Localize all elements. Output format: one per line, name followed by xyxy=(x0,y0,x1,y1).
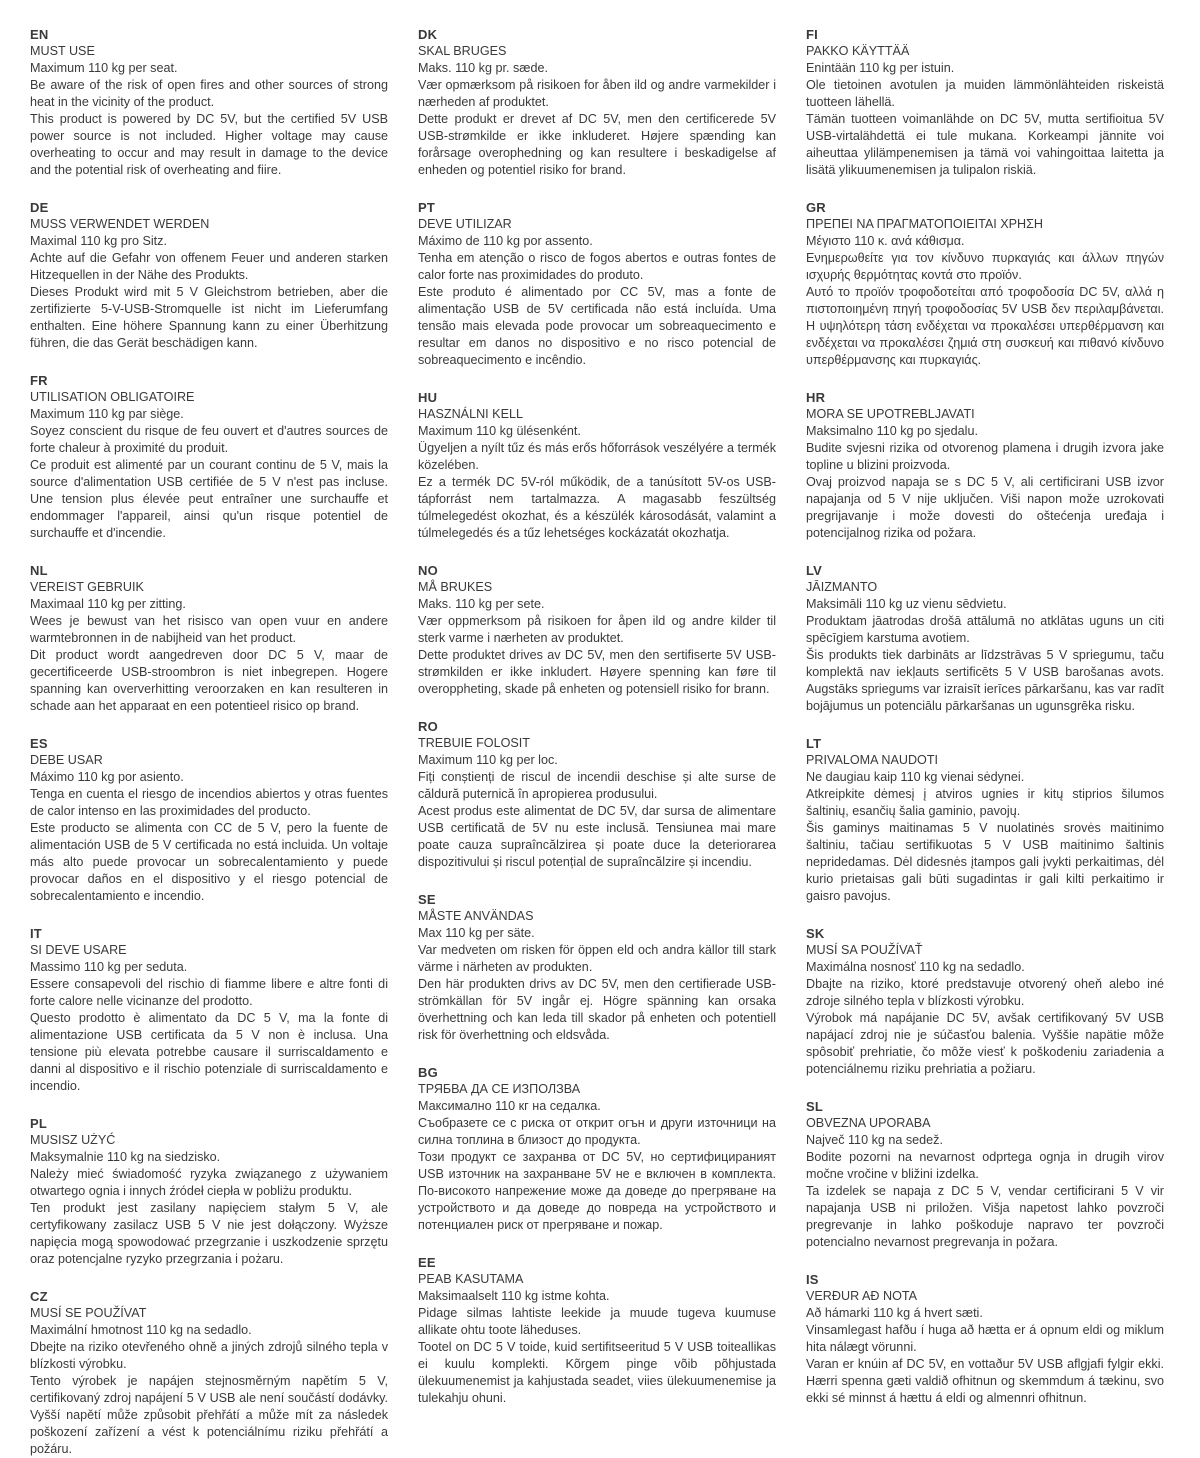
paragraph: Be aware of the risk of open fires and other sources of strong heat in the vicinity of the product. xyxy=(30,78,388,109)
block-paragraphs xyxy=(418,423,776,542)
block-paragraphs xyxy=(418,596,776,698)
language-code: PL xyxy=(30,1116,48,1131)
language-block xyxy=(30,1288,388,1458)
paragraph: Μέγιστο 110 κ. ανά κάθισμα. xyxy=(806,234,965,248)
paragraph: Ügyeljen a nyílt tűz és más erős hőforrások veszélyére a termék közelében. xyxy=(418,441,776,472)
language-block xyxy=(30,1115,388,1268)
paragraph: Budite svjesni rizika od otvorenog plamena i drugih izvora jake topline u blizini proizvoda. xyxy=(806,441,1164,472)
paragraph: Tämän tuotteen voimanlähde on DC 5V, mutta sertifioitua 5V USB-virtalähdettä ei tule mukana. Korkeampi jännite voi aiheuttaa ylilämpenemisen ja tämä voi vahingoittaa laitetta ja lisätä ylikuumenemisen ja tulipalon riskiä. xyxy=(806,112,1164,177)
paragraph: Pidage silmas lahtiste leekide ja muude tugeva kuumuse allikate ohtu toote läheduses. xyxy=(418,1306,776,1337)
block-paragraphs xyxy=(806,596,1164,715)
block-title: MUSS VERWENDET WERDEN xyxy=(30,217,210,231)
paragraph: Dieses Produkt wird mit 5 V Gleichstrom betrieben, aber die zertifizierte 5-V-USB-Stromquelle ist nicht im Lieferumfang enthalten. Eine höhere Spannung kann zu einer Überhitzung führen, die das Gerät beschädigen kann. xyxy=(30,285,388,350)
block-paragraphs xyxy=(30,769,388,905)
block-title: TREBUIE FOLOSIT xyxy=(418,736,530,750)
language-code: SE xyxy=(418,892,436,907)
paragraph: Maximum 110 kg ülésenként. xyxy=(418,424,581,438)
paragraph: Fiți conștienți de riscul de incendii deschise și alte surse de căldură puternică în apropierea produsului. xyxy=(418,770,776,801)
column-1 xyxy=(30,26,388,1456)
language-block xyxy=(418,1254,776,1407)
paragraph: Največ 110 kg na sedež. xyxy=(806,1133,943,1147)
paragraph: Acest produs este alimentat de DC 5V, dar sursa de alimentare USB certificată de 5V nu este inclusă. Tensiunea mai mare poate cauza supraîncălzirea și poate duce la deteriorarea dispozitivului și riscul potențial de supraîncălzire și incendiu. xyxy=(418,804,776,869)
block-paragraphs xyxy=(30,1322,388,1458)
block-title: DEVE UTILIZAR xyxy=(418,217,512,231)
language-block xyxy=(806,735,1164,905)
language-code: DE xyxy=(30,200,49,215)
language-block xyxy=(806,1098,1164,1251)
language-block xyxy=(30,562,388,715)
paragraph: Var medveten om risken för öppen eld och andra källor till stark värme i närheten av produkten. xyxy=(418,943,776,974)
paragraph: Atkreipkite dėmesį į atviros ugnies ir kitų stiprios šilumos šaltinių, esančių šalia gaminio, pavojų. xyxy=(806,787,1164,818)
block-paragraphs xyxy=(30,959,388,1095)
paragraph: Produktam jāatrodas drošā attālumā no atklātas uguns un citi spēcīgiem karstuma avotiem. xyxy=(806,614,1164,645)
language-block xyxy=(30,372,388,542)
paragraph: Maximum 110 kg per seat. xyxy=(30,61,178,75)
block-title: MUSÍ SA POUŽÍVAŤ xyxy=(806,943,923,957)
paragraph: Ta izdelek se napaja z DC 5 V, vendar certificirani 5 V vir napajanja USB ni priložen. Višja napetost lahko povzroči pregrevanje in lahko poškoduje napravo ter povzroči potencialno nevarnost pregrevanja in požara. xyxy=(806,1184,1164,1249)
language-block xyxy=(806,562,1164,715)
block-paragraphs xyxy=(30,60,388,179)
paragraph: Šis produkts tiek darbināts ar līdzstrāvas 5 V spriegumu, taču komplektā nav iekļauts sertificēts 5 V USB barošanas avots. Augstāks spriegums var izraisīt ierīces pārkaršanu, kas var radīt bojājumus un potenciālu pārkaršanas un ugunsgrēka risku. xyxy=(806,648,1164,713)
language-code: SK xyxy=(806,926,825,941)
paragraph: Ne daugiau kaip 110 kg vienai sėdynei. xyxy=(806,770,1025,784)
paragraph: Šis gaminys maitinamas 5 V nuolatinės srovės maitinimo šaltiniu, tačiau sertifikuotas 5 V USB maitinimo šaltinis nepridedamas. Dėl didesnės įtampos gali įvykti perkaitimas, dėl kurio prietaisas gali būti sugadintas ir gali kilti perkaitimo ir gaisro pavojus. xyxy=(806,821,1164,903)
block-title: ΠΡΕΠΕΙ ΝΑ ΠΡΑΓΜΑΤΟΠΟΙΕΙΤΑΙ ΧΡΗΣΗ xyxy=(806,217,1044,231)
block-paragraphs xyxy=(806,233,1164,369)
language-code: EN xyxy=(30,27,49,42)
paragraph: Maximum 110 kg per loc. xyxy=(418,753,558,767)
block-title: OBVEZNA UPORABA xyxy=(806,1116,931,1130)
language-code: IT xyxy=(30,926,42,941)
paragraph: Maximum 110 kg par siège. xyxy=(30,407,184,421)
language-code: ES xyxy=(30,736,48,751)
paragraph: Vær oppmerksom på risikoen for åpen ild og andre kilder til sterk varme i nærheten av produktet. xyxy=(418,614,776,645)
block-title: PRIVALOMA NAUDOTI xyxy=(806,753,939,767)
paragraph: Questo prodotto è alimentato da DC 5 V, ma la fonte di alimentazione USB certificata da 5 V non è inclusa. Una tensione più elevata potrebbe causare il surriscaldamento e danni al dispositivo e il rischio potenziale di surriscaldamento e incendio. xyxy=(30,1011,388,1093)
paragraph: Wees je bewust van het risisco van open vuur en andere warmtebronnen in de nabijheid van het product. xyxy=(30,614,388,645)
block-title: UTILISATION OBLIGATOIRE xyxy=(30,390,195,404)
paragraph: Að hámarki 110 kg á hvert sæti. xyxy=(806,1306,983,1320)
language-code: RO xyxy=(418,719,438,734)
paragraph: Essere consapevoli del rischio di fiamme libere e altre fonti di forte calore nelle vicinanze del prodotto. xyxy=(30,977,388,1008)
language-code: CZ xyxy=(30,1289,48,1304)
paragraph: Maksymalnie 110 kg na siedzisko. xyxy=(30,1150,221,1164)
block-title: MUST USE xyxy=(30,44,95,58)
paragraph: Maks. 110 kg pr. sæde. xyxy=(418,61,548,75)
block-paragraphs xyxy=(806,60,1164,179)
paragraph: Dbajte na riziko, ktoré predstavuje otvorený oheň alebo iné zdroje silného tepla v blízkosti výrobku. xyxy=(806,977,1164,1008)
paragraph: Dbejte na riziko otevřeného ohně a jiných zdrojů silného tepla v blízkosti výrobku. xyxy=(30,1340,388,1371)
block-paragraphs xyxy=(418,1288,776,1407)
language-code: LT xyxy=(806,736,822,751)
paragraph: Bodite pozorni na nevarnost odprtega ognja in drugih virov močne vročine v bližini izdelka. xyxy=(806,1150,1164,1181)
block-title: SKAL BRUGES xyxy=(418,44,507,58)
paragraph: Maximal 110 kg pro Sitz. xyxy=(30,234,167,248)
block-paragraphs xyxy=(806,423,1164,542)
block-paragraphs xyxy=(418,1098,776,1234)
language-block xyxy=(806,26,1164,179)
language-block xyxy=(806,925,1164,1078)
paragraph: Este produto é alimentado por CC 5V, mas a fonte de alimentação USB de 5V certificada não está incluída. Uma tensão mais elevada pode provocar um sobreaquecimento e resultar em danos no dispositivo e no risco potencial de sobreaquecimento e incêndio. xyxy=(418,285,776,367)
block-title: MUSISZ UŻYĆ xyxy=(30,1133,116,1147)
language-block xyxy=(30,199,388,352)
paragraph: Tento výrobek je napájen stejnosměrným napětím 5 V, certifikovaný zdroj napájení 5 V USB ale není součástí dodávky. Vyšší napětí může způsobit přehřátí a může mít za následek poškození zařízení a vést k potenciálnímu riziku přehřátí a požáru. xyxy=(30,1374,388,1456)
block-paragraphs xyxy=(30,1149,388,1268)
paragraph: Maksimaalselt 110 kg istme kohta. xyxy=(418,1289,610,1303)
paragraph: Αυτό το προϊόν τροφοδοτείται από τροφοδοσία DC 5V, αλλά η πιστοποιημένη πηγή τροφοδοσίας 5V USB δεν περιλαμβάνεται. Η υψηλότερη τάση ενδέχεται να προκαλέσει υπερθέρμανση και ενδέχεται να προκαλέσει ζημιά στη συσκευή και πιθανό κίνδυνο υπερθέρμανσης και πυρκαγιάς. xyxy=(806,285,1164,367)
paragraph: Achte auf die Gefahr von offenem Feuer und anderen starken Hitzequellen in der Nähe des Produkts. xyxy=(30,251,388,282)
paragraph: Soyez conscient du risque de feu ouvert et d'autres sources de forte chaleur à proximité du produit. xyxy=(30,424,388,455)
paragraph: Tenga en cuenta el riesgo de incendios abiertos y otras fuentes de calor intenso en las proximidades del producto. xyxy=(30,787,388,818)
paragraph: Tootel on DC 5 V toide, kuid sertifitseeritud 5 V USB toiteallikas ei kuulu komplekti. Kõrgem pinge võib põhjustada ülekuumenemist ja kahjustada seadet, viies ülekuumenemise ja tulekahju ohuni. xyxy=(418,1340,776,1405)
paragraph: Ez a termék DC 5V-ról működik, de a tanúsított 5V-os USB-tápforrást nem tartalmazza. A magasabb feszültség túlmelegedést okozhat, és a készülék károsodását, valamint a túlmelegedés és a tűz lehetséges kockázatát okozhatja. xyxy=(418,475,776,540)
paragraph: Ενημερωθείτε για τον κίνδυνο πυρκαγιάς και άλλων πηγών ισχυρής θερμότητας κοντά στο προϊόν. xyxy=(806,251,1164,282)
paragraph: Enintään 110 kg per istuin. xyxy=(806,61,955,75)
block-paragraphs xyxy=(418,60,776,179)
block-paragraphs xyxy=(806,959,1164,1078)
block-title: DEBE USAR xyxy=(30,753,103,767)
block-paragraphs xyxy=(806,1305,1164,1407)
paragraph: Den här produkten drivs av DC 5V, men den certifierade USB-strömkällan för 5V ingår ej. Högre spänning kan orsaka överhettning och kan leda till skador på enheten och potentiell risk för överhettning och eldsvåda. xyxy=(418,977,776,1042)
language-code: GR xyxy=(806,200,826,215)
paragraph: Maksimāli 110 kg uz vienu sēdvietu. xyxy=(806,597,1007,611)
paragraph: Maximálna nosnosť 110 kg na sedadlo. xyxy=(806,960,1025,974)
block-title: SI DEVE USARE xyxy=(30,943,127,957)
language-block xyxy=(418,389,776,542)
column-2 xyxy=(418,26,776,1405)
block-title: MÅ BRUKES xyxy=(418,580,493,594)
paragraph: Dette produkt er drevet af DC 5V, men den certificerede 5V USB-strømkilde er ikke inkluderet. Højere spænding kan forårsage overophedning og kan resultere i beskadigelse af enheden og potentiel risiko for brand. xyxy=(418,112,776,177)
language-block xyxy=(806,389,1164,542)
paragraph: Maximální hmotnost 110 kg na sedadlo. xyxy=(30,1323,252,1337)
block-paragraphs xyxy=(806,769,1164,905)
paragraph: Ce produit est alimenté par un courant continu de 5 V, mais la source d'alimentation USB certifiée de 5 V n'est pas incluse. Une tension plus élevée peut entraîner une surchauffe et endommager l'appareil, ainsi qu'un risque potentiel de surchauffe et d'incendie. xyxy=(30,458,388,540)
language-code: HR xyxy=(806,390,826,405)
language-code: FR xyxy=(30,373,48,388)
paragraph: Vinsamlegast hafðu í huga að hætta er á opnum eldi og miklum hita nálægt vörunni. xyxy=(806,1323,1164,1354)
block-title: ТРЯБВА ДА СЕ ИЗПОЛЗВА xyxy=(418,1082,581,1096)
language-block xyxy=(30,925,388,1095)
paragraph: Dit product wordt aangedreven door DC 5 V, maar de gecertificeerde USB-stroombron is niet inbegrepen. Hogere spanning kan oververhitting veroorzaken en kan resulteren in schade aan het apparaat en een potentieel risico op brand. xyxy=(30,648,388,713)
block-paragraphs xyxy=(418,925,776,1044)
paragraph: Vær opmærksom på risikoen for åben ild og andre varmekilder i nærheden af produktet. xyxy=(418,78,776,109)
language-code: DK xyxy=(418,27,438,42)
paragraph: Należy mieć świadomość ryzyka związanego z używaniem otwartego ognia i innych źródeł ciepła w pobliżu produktu. xyxy=(30,1167,388,1198)
paragraph: Максимално 110 кг на седалка. xyxy=(418,1099,601,1113)
paragraph: Ovaj proizvod napaja se s DC 5 V, ali certificirani USB izvor napajanja od 5 V nije uključen. Viši napon može uzrokovati pregrijavanje i može dovesti do oštećenja uređaja i potencijalnog rizika od požara. xyxy=(806,475,1164,540)
paragraph: Ole tietoinen avotulen ja muiden lämmönlähteiden riskeistä tuotteen lähellä. xyxy=(806,78,1164,109)
paragraph: Ten produkt jest zasilany napięciem stałym 5 V, ale certyfikowany zasilacz USB 5 V nie jest dołączony. Wyższe napięcia mogą spowodować przegrzanie i uszkodzenie sprzętu oraz potencjalne ryzyko przegrzania i pożaru. xyxy=(30,1201,388,1266)
block-title: JĀIZMANTO xyxy=(806,580,878,594)
language-code: FI xyxy=(806,27,818,42)
language-code: PT xyxy=(418,200,436,215)
language-code: SL xyxy=(806,1099,824,1114)
paragraph: Este producto se alimenta con CC de 5 V, pero la fuente de alimentación USB de 5 V certificada no está incluida. Un voltaje más alto puede provocar un sobrecalentamiento y puede provocar daños en el dispositivo y el riesgo potencial de sobrecalentamiento e incendio. xyxy=(30,821,388,903)
language-code: NO xyxy=(418,563,438,578)
block-title: MÅSTE ANVÄNDAS xyxy=(418,909,534,923)
language-code: IS xyxy=(806,1272,819,1287)
paragraph: Този продукт се захранва от DC 5V, но сертифицираният USB източник на захранване 5V не е включен в комплекта. По-високото напрежение може да доведе до прегряване на устройството и да доведе до повреда на устройството и потенциален риск от прегряване и пожар. xyxy=(418,1150,776,1232)
language-code: LV xyxy=(806,563,823,578)
block-title: MORA SE UPOTREBLJAVATI xyxy=(806,407,975,421)
block-paragraphs xyxy=(30,406,388,542)
language-code: NL xyxy=(30,563,48,578)
block-paragraphs xyxy=(418,752,776,871)
language-block xyxy=(418,891,776,1044)
language-block xyxy=(418,26,776,179)
column-3 xyxy=(806,26,1164,1405)
paragraph: Max 110 kg per säte. xyxy=(418,926,535,940)
language-code: EE xyxy=(418,1255,436,1270)
paragraph: Maximaal 110 kg per zitting. xyxy=(30,597,186,611)
paragraph: Tenha em atenção o risco de fogos abertos e outras fontes de calor forte nas proximidades do produto. xyxy=(418,251,776,282)
block-title: VERÐUR AÐ NOTA xyxy=(806,1289,918,1303)
block-paragraphs xyxy=(30,596,388,715)
block-paragraphs xyxy=(806,1132,1164,1251)
paragraph: This product is powered by DC 5V, but the certified 5V USB power source is not included. Higher voltage may cause overheating to occur and may result in damage to the device and the potential risk of overheating and fiire. xyxy=(30,112,388,177)
language-block xyxy=(418,562,776,698)
paragraph: Varan er knúin af DC 5V, en vottaður 5V USB aflgjafi fylgir ekki. Hærri spenna gæti valdið ofhitnun og skemmdum á tækinu, svo ekki sé minnst á hættu á eldi og almennri ofhitnun. xyxy=(806,1357,1164,1405)
paragraph: Máximo de 110 kg por assento. xyxy=(418,234,593,248)
paragraph: Maksimalno 110 kg po sjedalu. xyxy=(806,424,978,438)
block-title: PEAB KASUTAMA xyxy=(418,1272,524,1286)
block-title: PAKKO KÄYTTÄÄ xyxy=(806,44,910,58)
language-code: HU xyxy=(418,390,438,405)
paragraph: Dette produktet drives av DC 5V, men den sertifiserte 5V USB-strømkilden er ikke inkludert. Høyere spenning kan føre til overoppheting, skade på enheten og potensiell risiko for brann. xyxy=(418,648,776,696)
language-block xyxy=(418,718,776,871)
language-block xyxy=(30,26,388,179)
paragraph: Съобразете се с риска от открит огън и други източници на силна топлина в близост до продукта. xyxy=(418,1116,776,1147)
paragraph: Massimo 110 kg per seduta. xyxy=(30,960,188,974)
language-block xyxy=(806,1271,1164,1407)
block-title: HASZNÁLNI KELL xyxy=(418,407,523,421)
block-paragraphs xyxy=(418,233,776,369)
paragraph: Výrobok má napájanie DC 5V, avšak certifikovaný 5V USB napájací zdroj nie je súčasťou balenia. Vyššie napätie môže spôsobiť prehriatie, čo môže viesť k poškodeniu zariadenia a potenciálnemu riziku prehriatia a požiaru. xyxy=(806,1011,1164,1076)
block-title: MUSÍ SE POUŽÍVAT xyxy=(30,1306,147,1320)
block-paragraphs xyxy=(30,233,388,352)
language-block xyxy=(418,199,776,369)
paragraph: Maks. 110 kg per sete. xyxy=(418,597,545,611)
paragraph: Máximo 110 kg por asiento. xyxy=(30,770,184,784)
language-code: BG xyxy=(418,1065,438,1080)
language-block xyxy=(418,1064,776,1234)
language-block xyxy=(806,199,1164,369)
block-title: VEREIST GEBRUIK xyxy=(30,580,144,594)
language-block xyxy=(30,735,388,905)
